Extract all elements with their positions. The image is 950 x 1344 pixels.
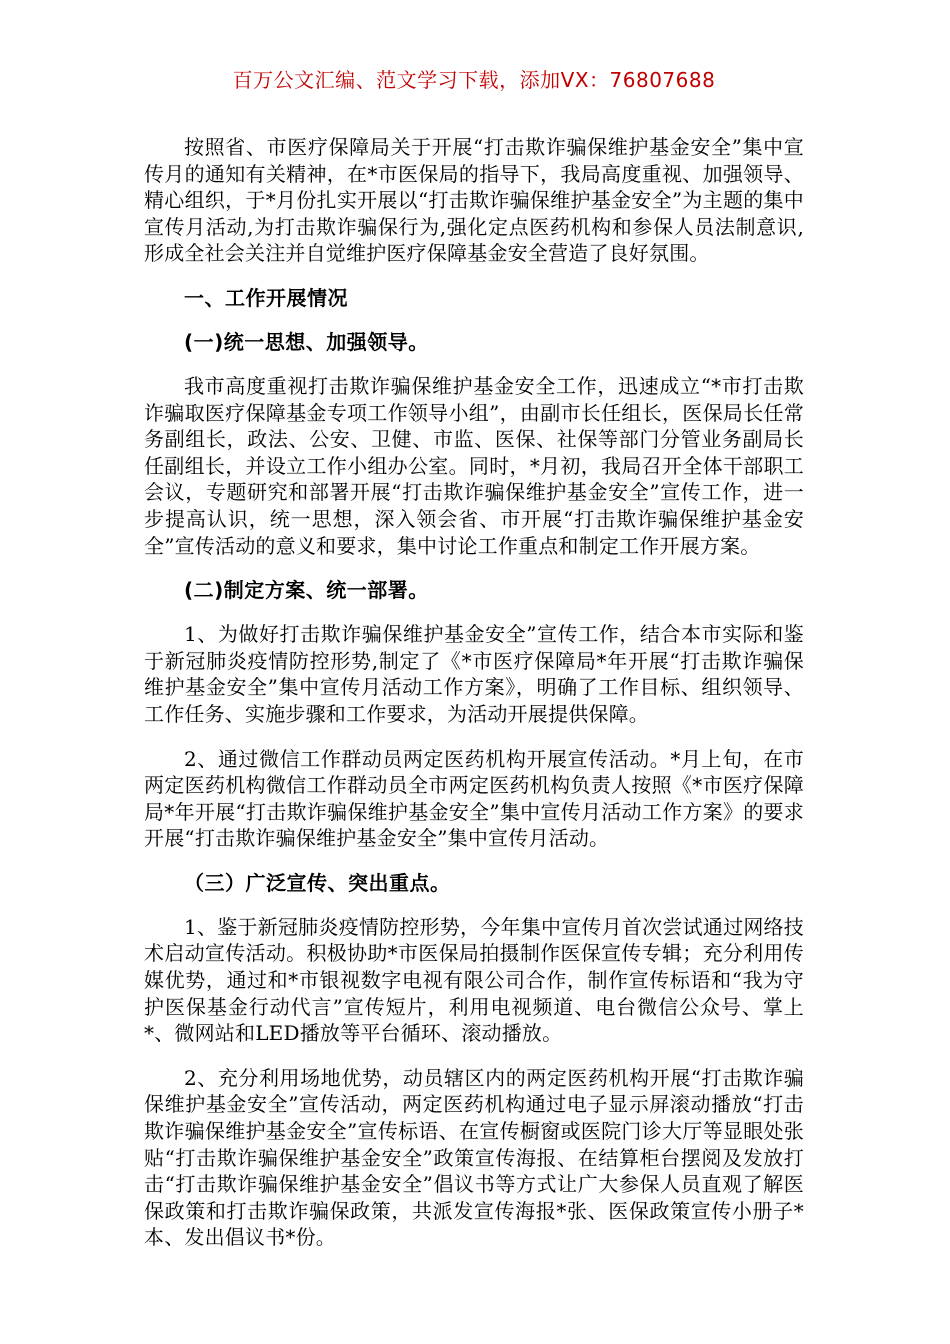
subsection-3-paragraph-2: 2、充分利用场地优势，动员辖区内的两定医药机构开展“打击欺诈骗保维护基金安全”宣传活动，两定医药机构通过电子显示屏滚动播放“打击欺诈骗保维护基金安全”宣传标语、在宣传橱窗或医院门诊大厅等显眼处张贴“打击欺诈骗保维护基金安全”政策宣传海报、在结算柜台摆阅及发放打击“打击欺诈骗保维护基金安全”倡议书等方式让广大参保人员直观了解医保政策和打击欺诈骗保政策，共派发宣传海报*张、医保政策宣传小册子*本、发出倡议书*份。 [144, 1065, 804, 1250]
subsection-3-paragraph-1: 1、鉴于新冠肺炎疫情防控形势，今年集中宣传月首次尝试通过网络技术启动宣传活动。积极协助*市医保局拍摄制作医保宣传专辑；充分利用传媒优势，通过和*市银视数字电视有限公司合作，制作宣传标语和“我为守护医保基金行动代言”宣传短片，利用电视频道、电台微信公众号、掌上*、微网站和LED播放等平台循环、滚动播放。 [144, 914, 804, 1046]
intro-paragraph: 按照省、市医疗保障局关于开展“打击欺诈骗保维护基金安全”集中宣传月的通知有关精神，在*市医保局的指导下，我局高度重视、加强领导、精心组织，于*月份扎实开展以“打击欺诈骗保维护基金安全”为主题的集中宣传月活动,为打击欺诈骗保行为,强化定点医药机构和参保人员法制意识,形成全社会关注并自觉维护医疗保障基金安全营造了良好氛围。 [144, 135, 804, 266]
subsection-2-title: (二)制定方案、统一部署。 [184, 578, 429, 603]
document-page [144, 64, 804, 1269]
subsection-2-paragraph-1: 1、为做好打击欺诈骗保维护基金安全”宣传工作，结合本市实际和鉴于新冠肺炎疫情防控形势,制定了《*市医疗保障局*年开展“打击欺诈骗保维护基金安全”集中宣传月活动工作方案》，明确了工作目标、组织领导、工作任务、实施步骤和工作要求，为活动开展提供保障。 [144, 622, 804, 726]
watermark-header: 百万公文汇编、范文学习下载，添加VX：76807688 [232, 68, 716, 92]
subsection-3-title: （三）广泛宣传、突出重点。 [184, 870, 451, 895]
subsection-1-title: (一)统一思想、加强领导。 [184, 329, 429, 354]
section-1-title: 一、工作开展情况 [184, 285, 348, 310]
subsection-2-paragraph-2: 2、通过微信工作群动员两定医药机构开展宣传活动。*月上旬，在市两定医药机构微信工作群动员全市两定医药机构负责人按照《*市医疗保障局*年开展“打击欺诈骗保维护基金安全”集中宣传月活动工作方案》的要求开展“打击欺诈骗保维护基金安全”集中宣传月活动。 [144, 746, 804, 851]
subsection-1-paragraph: 我市高度重视打击欺诈骗保维护基金安全工作，迅速成立“*市打击欺诈骗取医疗保障基金专项工作领导小组”，由副市长任组长，医保局长任常务副组长，政法、公安、卫健、市监、医保、社保等部门分管业务副局长任副组长，并设立工作小组办公室。同时，*月初，我局召开全体干部职工会议，专题研究和部署开展“打击欺诈骗保维护基金安全”宣传工作，进一步提高认识，统一思想，深入领会省、市开展“打击欺诈骗保维护基金安全”宣传活动的意义和要求，集中讨论工作重点和制定工作开展方案。 [144, 373, 804, 558]
